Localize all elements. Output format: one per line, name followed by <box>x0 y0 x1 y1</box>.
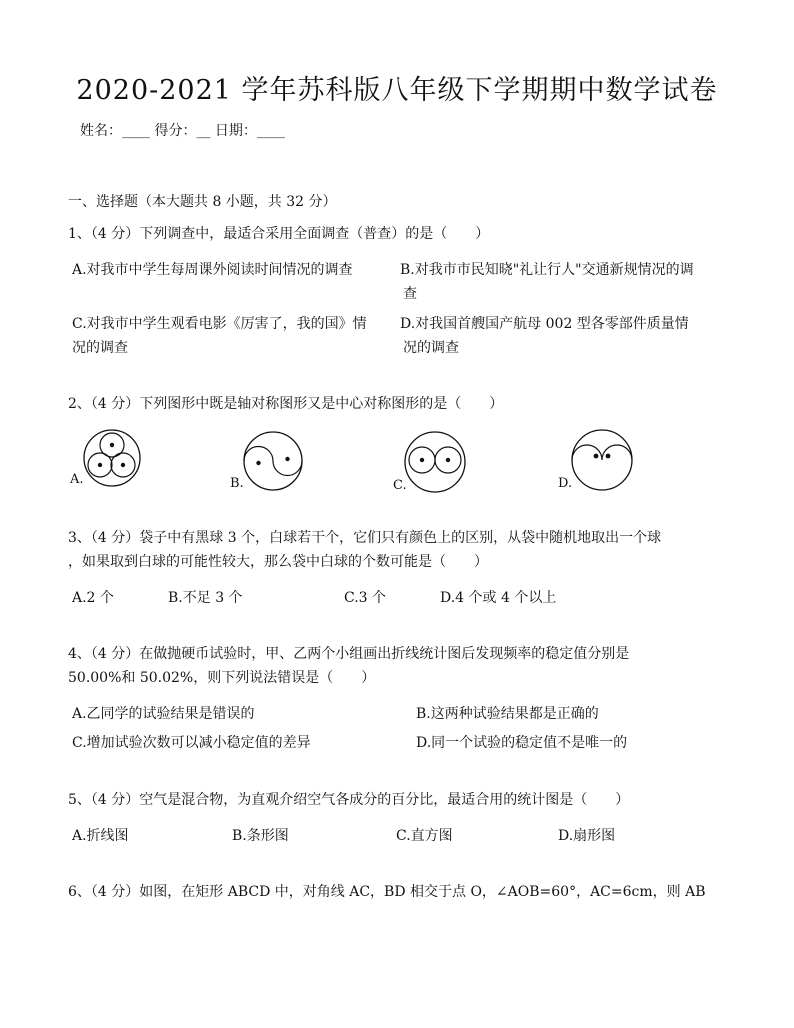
q1-option-d: D.对我国首艘国产航母 002 型各零部件质量情 <box>400 316 689 332</box>
q4-option-d: D.同一个试验的稳定值不是唯一的 <box>416 735 628 751</box>
q5-option-b: B.条形图 <box>232 828 289 844</box>
section-heading: 一、选择题（本大题共 8 小题，共 32 分） <box>68 194 337 210</box>
q5-stem: 5、（4 分）空气是混合物，为直观介绍空气各成分的百分比，最适合用的统计图是（ ） <box>68 792 630 808</box>
page-title: 2020-2021 学年苏科版八年级下学期期中数学试卷 <box>76 75 718 106</box>
q1-option-b: B.对我市市民知晓"礼让行人"交通新规情况的调 <box>400 262 694 278</box>
q3-option-b: B.不足 3 个 <box>168 590 243 606</box>
q2-label-c: C. <box>393 478 407 493</box>
q4-option-c: C.增加试验次数可以减小稳定值的差异 <box>72 735 311 751</box>
student-info-line: 姓名：____ 得分：__ 日期：____ <box>80 123 285 139</box>
q1-option-a: A.对我市中学生每周课外阅读时间情况的调查 <box>72 262 353 278</box>
q1-option-c: C.对我市中学生观看电影《厉害了，我的国》情 <box>72 316 367 332</box>
q5-option-a: A.折线图 <box>72 828 129 844</box>
q2-label-a: A. <box>70 472 84 487</box>
q3-stem-line1: 3、（4 分）袋子中有黑球 3 个，白球若干个，它们只有颜色上的区别，从袋中随机地取出一个球 <box>68 530 662 546</box>
q5-option-c: C.直方图 <box>396 828 453 844</box>
q2-figure-b <box>242 430 304 492</box>
q1-option-b-cont: 查 <box>403 286 417 302</box>
q1-option-d-cont: 况的调查 <box>403 340 459 356</box>
q3-option-c: C.3 个 <box>344 590 387 606</box>
q4-stem-line1: 4、（4 分）在做抛硬币试验时，甲、乙两个小组画出折线统计图后发现频率的稳定值分别是 <box>68 646 630 662</box>
q1-stem: 1、（4 分）下列调查中，最适合采用全面调查（普查）的是（ ） <box>68 226 490 242</box>
q2-stem: 2、（4 分）下列图形中既是轴对称图形又是中心对称图形的是（ ） <box>68 396 504 412</box>
q1-option-c-cont: 况的调查 <box>72 340 128 356</box>
q3-stem-line2: ，如果取到白球的可能性较大，那么袋中白球的个数可能是（ ） <box>68 554 488 570</box>
q2-label-d: D. <box>558 476 573 491</box>
q4-option-a: A.乙同学的试验结果是错误的 <box>72 706 255 722</box>
q3-option-a: A.2 个 <box>72 590 114 606</box>
q5-option-d: D.扇形图 <box>558 828 616 844</box>
q2-figure-d <box>570 428 634 492</box>
q2-figure-c <box>403 430 467 494</box>
q4-option-b: B.这两种试验结果都是正确的 <box>416 706 599 722</box>
q4-stem-line2: 50.00%和 50.02%，则下列说法错误是（ ） <box>68 670 376 686</box>
q3-option-d: D.4 个或 4 个以上 <box>440 590 557 606</box>
q2-figure-a <box>82 428 142 488</box>
q2-label-b: B. <box>230 476 244 491</box>
q6-stem: 6、（4 分）如图，在矩形 ABCD 中，对角线 AC，BD 相交于点 O，∠AOB=60°，AC=6cm，则 AB <box>68 884 706 900</box>
